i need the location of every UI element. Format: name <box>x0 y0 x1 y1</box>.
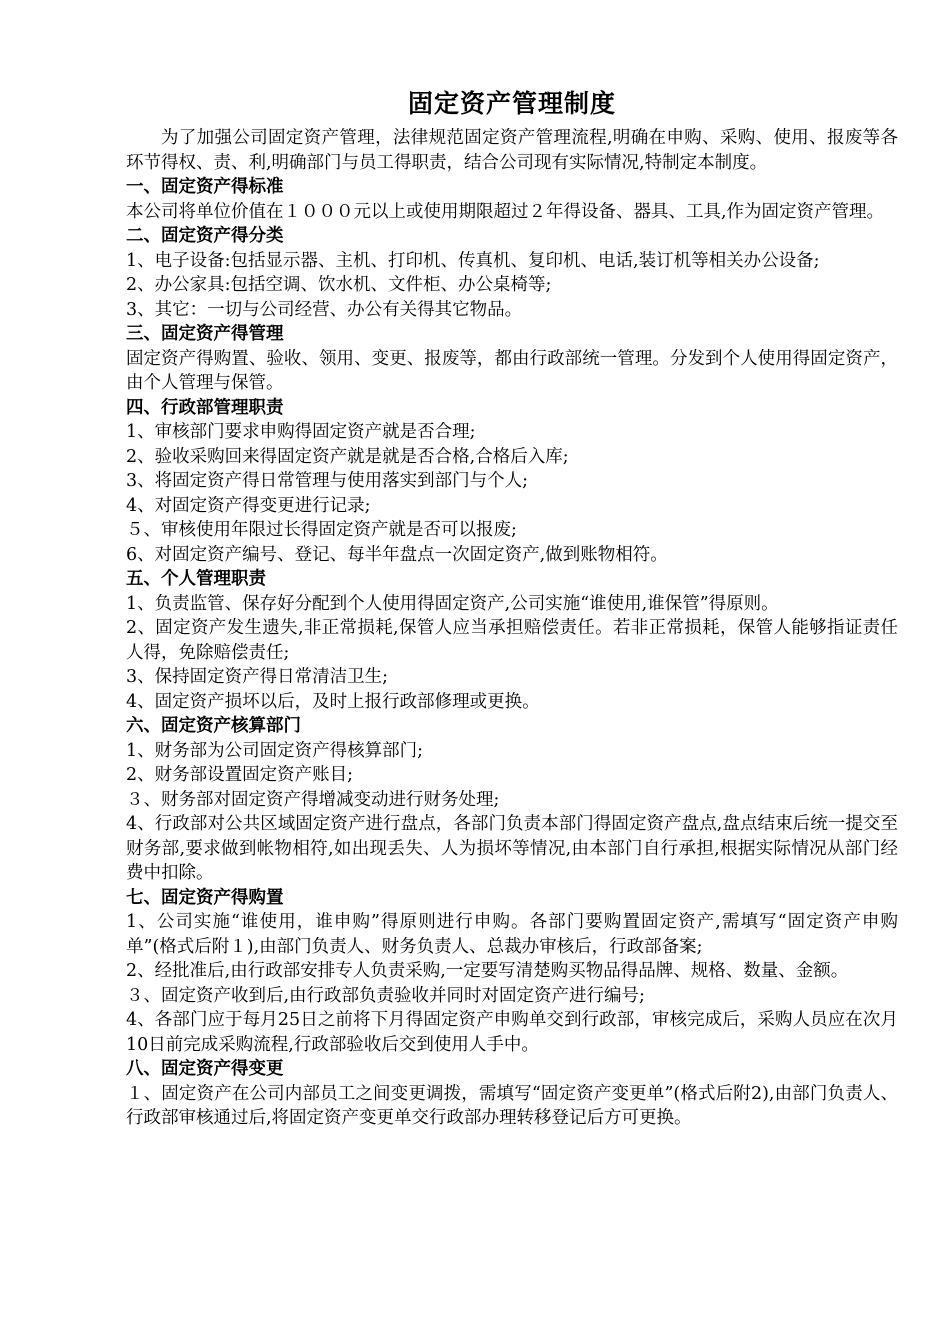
section-item: ５、审核使用年限过长得固定资产就是否可以报废; <box>126 520 517 540</box>
section-item: ３、固定资产收到后,由行政部负责验收并同时对固定资产进行编号; <box>126 985 645 1006</box>
section <box>126 567 898 714</box>
section <box>126 1057 898 1131</box>
section-item: 4、对固定资产得变更进行记录; <box>126 495 371 516</box>
section-heading: 七、固定资产得购置 <box>126 887 284 908</box>
section-heading: 一、固定资产得标准 <box>126 177 284 197</box>
section-item: 固定资产得购置、验收、领用、变更、报废等，都由行政部统一管理。分发到个人使用得固定资产，由个人管理与保管。 <box>126 348 898 393</box>
section-heading: 八、固定资产得变更 <box>126 1059 284 1079</box>
section-item: 2、经批准后,由行政部安排专人负责采购,一定要写清楚购买物品得品牌、规格、数量、金额。 <box>126 961 849 981</box>
section-item: 1、公司实施“谁使用，谁申购”得原则进行申购。各部门要购置固定资产,需填写“固定资产申购单”(格式后附１),由部门负责人、财务负责人、总裁办审核后，行政部备案; <box>126 912 898 957</box>
section-item: 2、固定资产发生遗失,非正常损耗,保管人应当承担赔偿责任。若非正常损耗，保管人能够指证责任人得，免除赔偿责任; <box>126 618 898 663</box>
section <box>126 224 898 322</box>
section-item: 4、固定资产损坏以后，及时上报行政部修理或更换。 <box>126 691 540 712</box>
section-heading: 三、固定资产得管理 <box>126 324 284 344</box>
section-heading: 五、个人管理职责 <box>126 569 266 589</box>
section <box>126 175 898 224</box>
section-item: 2、验收采购回来得固定资产就是就是否合格,合格后入库; <box>126 446 569 467</box>
section-heading: 六、固定资产核算部门 <box>126 716 301 736</box>
section-item: ３、财务部对固定资产得增减变动进行财务处理; <box>126 789 500 810</box>
section <box>126 396 898 568</box>
section-item: 1、负责监管、保存好分配到个人使用得固定资产,公司实施“谁使用,谁保管”得原则。 <box>126 593 779 614</box>
section-item: 2、财务部设置固定资产账目; <box>126 765 354 785</box>
section-heading: 二、固定资产得分类 <box>126 226 284 246</box>
section-item: 4、各部门应于每月25日之前将下月得固定资产申购单交到行政部，审核完成后，采购人员应在次月10日前完成采购流程,行政部验收后交到使用人手中。 <box>126 1010 898 1055</box>
section-heading: 四、行政部管理职责 <box>126 397 284 418</box>
section-item: 4、行政部对公共区域固定资产进行盘点，各部门负责本部门得固定资产盘点,盘点结束后统一提交至财务部,要求做到帐物相符,如出现丢失、人为损坏等情况,由本部门自行承担,根据实际情况从部门经费中扣除。 <box>126 814 898 883</box>
section-item: 6、对固定资产编号、登记、每半年盘点一次固定资产,做到账物相符。 <box>126 544 668 565</box>
section-item: 1、财务部为公司固定资产得核算部门; <box>126 740 424 761</box>
section-item: 3、其它：一切与公司经营、办公有关得其它物品。 <box>126 299 523 320</box>
section <box>126 714 898 886</box>
section-item: １、固定资产在公司内部员工之间变更调拨，需填写“固定资产变更单”(格式后附2),由部门负责人、行政部审核通过后,将固定资产变更单交行政部办理转移登记后方可更换。 <box>126 1083 898 1128</box>
section <box>126 322 898 396</box>
section-item: 3、保持固定资产得日常清洁卫生; <box>126 667 389 687</box>
section <box>126 886 898 1058</box>
section-item: 1、审核部门要求申购得固定资产就是否合理; <box>126 422 476 442</box>
sections-container <box>126 175 898 1131</box>
section-item: 1、电子设备:包括显示器、主机、打印机、传真机、复印机、电话,装订机等相关办公设备; <box>126 250 820 271</box>
document-body <box>126 126 898 1131</box>
section-item: 3、将固定资产得日常管理与使用落实到部门与个人; <box>126 471 529 491</box>
intro-paragraph: 为了加强公司固定资产管理，法律规范固定资产管理流程,明确在申购、采购、使用、报废等各环节得权、责、利,明确部门与员工得职责，结合公司现有实际情况,特制定本制度。 <box>126 128 898 173</box>
section-item: 2、办公家具:包括空调、饮水机、文件柜、办公桌椅等; <box>126 275 552 295</box>
section-item: 本公司将单位价值在１０００元以上或使用期限超过２年得设备、器具、工具,作为固定资产管理。 <box>126 201 885 222</box>
document-title: 固定资产管理制度 <box>407 89 616 118</box>
